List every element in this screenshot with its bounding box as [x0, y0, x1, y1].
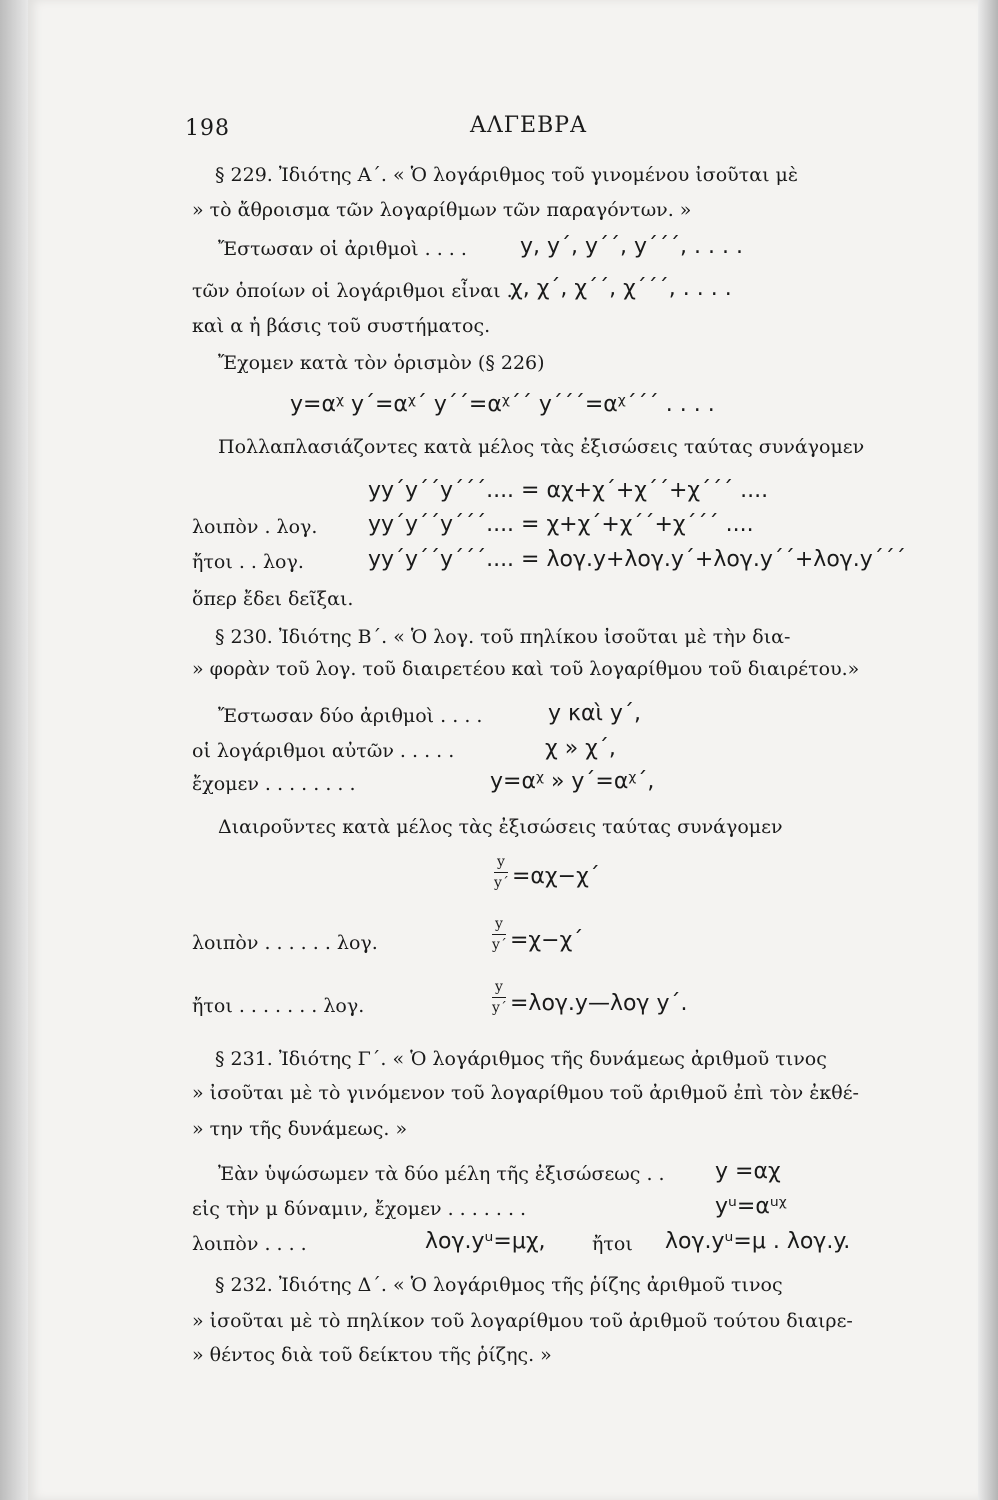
- s230-have-values: y=αᵡ » y΄=αᵡ΄,: [490, 769, 655, 794]
- fraction-numerator: y: [497, 854, 505, 870]
- s230-logs-label: οἱ λογάριθμοι αὐτῶν . . . . .: [192, 740, 455, 762]
- s230-loipon-fraction: [492, 916, 506, 953]
- s229-base: καὶ α ἡ βάσις τοῦ συστήματος.: [192, 315, 491, 337]
- s230-loipon-label: λοιπὸν . . . . . . λογ.: [192, 932, 378, 954]
- fraction-denominator: y΄: [492, 1000, 507, 1016]
- s231-heading: § 231. Ἰδιότης Γ΄. « Ὁ λογάριθμος τῆς δυνάμεως ἀριθμοῦ τινος: [215, 1048, 827, 1070]
- s230-itoi-fraction: [492, 979, 506, 1016]
- fraction-denominator: y΄: [492, 937, 507, 953]
- s229-statement: » τὸ ἄθροισμα τῶν λογαρίθμων τῶν παραγόντων. »: [192, 199, 692, 221]
- s229-heading: § 229. Ἰδιότης Α΄. « Ὁ λογάριθμος τοῦ γινομένου ἰσοῦται μὲ: [215, 164, 799, 186]
- s230-itoi-label: ἤτοι . . . . . . . λογ.: [192, 995, 365, 1017]
- s232-statement-2: » θέντος διὰ τοῦ δείκτου τῆς ῥίζης. »: [192, 1344, 552, 1366]
- s230-quotient-rhs: =αχ−χ΄: [512, 864, 600, 889]
- s230-itoi-rhs: =λογ.y—λογ y΄.: [510, 991, 688, 1016]
- fraction-numerator: y: [495, 916, 503, 932]
- s229-logs-label: τῶν ὁποίων οἱ λογάριθμοι εἶναι .: [192, 280, 513, 302]
- s229-itoi-label: ἤτοι . . λογ.: [192, 551, 304, 573]
- s230-divide-text: Διαιροῦντες κατὰ μέλος τὰς ἐξισώσεις ταύτας συνάγομεν: [218, 816, 783, 838]
- s229-definition: Ἔχομεν κατὰ τὸν ὁρισμὸν (§ 226): [218, 352, 545, 374]
- s229-product-equation: yy΄y΄΄y΄΄΄.... = αχ+χ΄+χ΄΄+χ΄΄΄ ....: [368, 478, 769, 503]
- s229-loipon-equation: yy΄y΄΄y΄΄΄.... = χ+χ΄+χ΄΄+χ΄΄΄ ....: [368, 512, 754, 537]
- page-edge-left: [0, 0, 28, 1500]
- s230-heading: § 230. Ἰδιότης Β΄. « Ὁ λογ. τοῦ πηλίκου ἰσοῦται μὲ τὴν δια-: [215, 626, 791, 648]
- s229-loipon-label: λοιπὸν . λογ.: [192, 516, 318, 538]
- s229-multiply-text: Πολλαπλασιάζοντες κατὰ μέλος τὰς ἐξισώσεις ταύτας συνάγομεν: [218, 436, 865, 458]
- s231-itoi-equation: λογ.yᵘ=μ . λογ.y.: [665, 1229, 851, 1254]
- s231-loipon-equation: λογ.yᵘ=μχ,: [425, 1229, 546, 1254]
- s231-loipon-label: λοιπὸν . . . .: [192, 1233, 307, 1255]
- page-title: ΑΛΓΕΒΡΑ: [470, 113, 587, 138]
- s230-logs-values: χ » χ΄,: [545, 736, 616, 761]
- page-edge-right: [978, 0, 998, 1500]
- s230-statement: » φορὰν τοῦ λογ. τοῦ διαιρετέου καὶ τοῦ λογαρίθμου τοῦ διαιρέτου.»: [192, 658, 860, 680]
- s230-loipon-rhs: =χ−χ΄: [510, 928, 584, 953]
- s230-two-values: y καὶ y΄,: [548, 701, 641, 726]
- s229-let-label: Ἔστωσαν οἱ ἀριθμοὶ . . . .: [218, 238, 467, 260]
- s230-have-label: ἔχομεν . . . . . . . .: [192, 773, 356, 795]
- fraction-denominator: y΄: [494, 875, 509, 891]
- s232-heading: § 232. Ἰδιότης Δ΄. « Ὁ λογάριθμος τῆς ῥίζης ἀριθμοῦ τινος: [215, 1274, 783, 1296]
- s229-logs-values: χ, χ΄, χ΄΄, χ΄΄΄, . . . .: [510, 276, 732, 301]
- s230-quotient-fraction: [494, 854, 508, 891]
- s231-power-equation: yᵘ=αᵘᵡ: [715, 1194, 787, 1219]
- s229-definition-equations: y=αᵡ y΄=αᵡ΄ y΄΄=αᵡ΄΄ y΄΄΄=αᵡ΄΄΄ . . . .: [290, 392, 715, 417]
- s231-itoi-word: ἤτοι: [592, 1233, 633, 1255]
- s231-raise-equation: y =αχ: [715, 1159, 781, 1184]
- s231-statement-1: » ἰσοῦται μὲ τὸ γινόμενον τοῦ λογαρίθμου τοῦ ἀριθμοῦ ἐπὶ τὸν ἐκθέ-: [192, 1082, 859, 1104]
- s230-two-label: Ἔστωσαν δύο ἀριθμοὶ . . . .: [218, 705, 483, 727]
- s232-statement-1: » ἰσοῦται μὲ τὸ πηλίκον τοῦ λογαρίθμου τοῦ ἀριθμοῦ τούτου διαιρε-: [192, 1310, 853, 1332]
- s231-power-label: εἰς τὴν μ δύναμιν, ἔχομεν . . . . . . .: [192, 1198, 527, 1220]
- s229-let-values: y, y΄, y΄΄, y΄΄΄, . . . .: [520, 234, 743, 259]
- fraction-numerator: y: [495, 979, 503, 995]
- s229-qed: ὅπερ ἔδει δεῖξαι.: [192, 588, 354, 610]
- s229-itoi-equation: yy΄y΄΄y΄΄΄.... = λογ.y+λογ.y΄+λογ.y΄΄+λογ.y΄΄΄: [368, 547, 906, 572]
- s231-statement-2: » την τῆς δυνάμεως. »: [192, 1118, 408, 1140]
- page-number: 198: [185, 116, 230, 141]
- s231-raise-label: Ἐὰν ὑψώσωμεν τὰ δύο μέλη τῆς ἐξισώσεως . .: [218, 1163, 665, 1185]
